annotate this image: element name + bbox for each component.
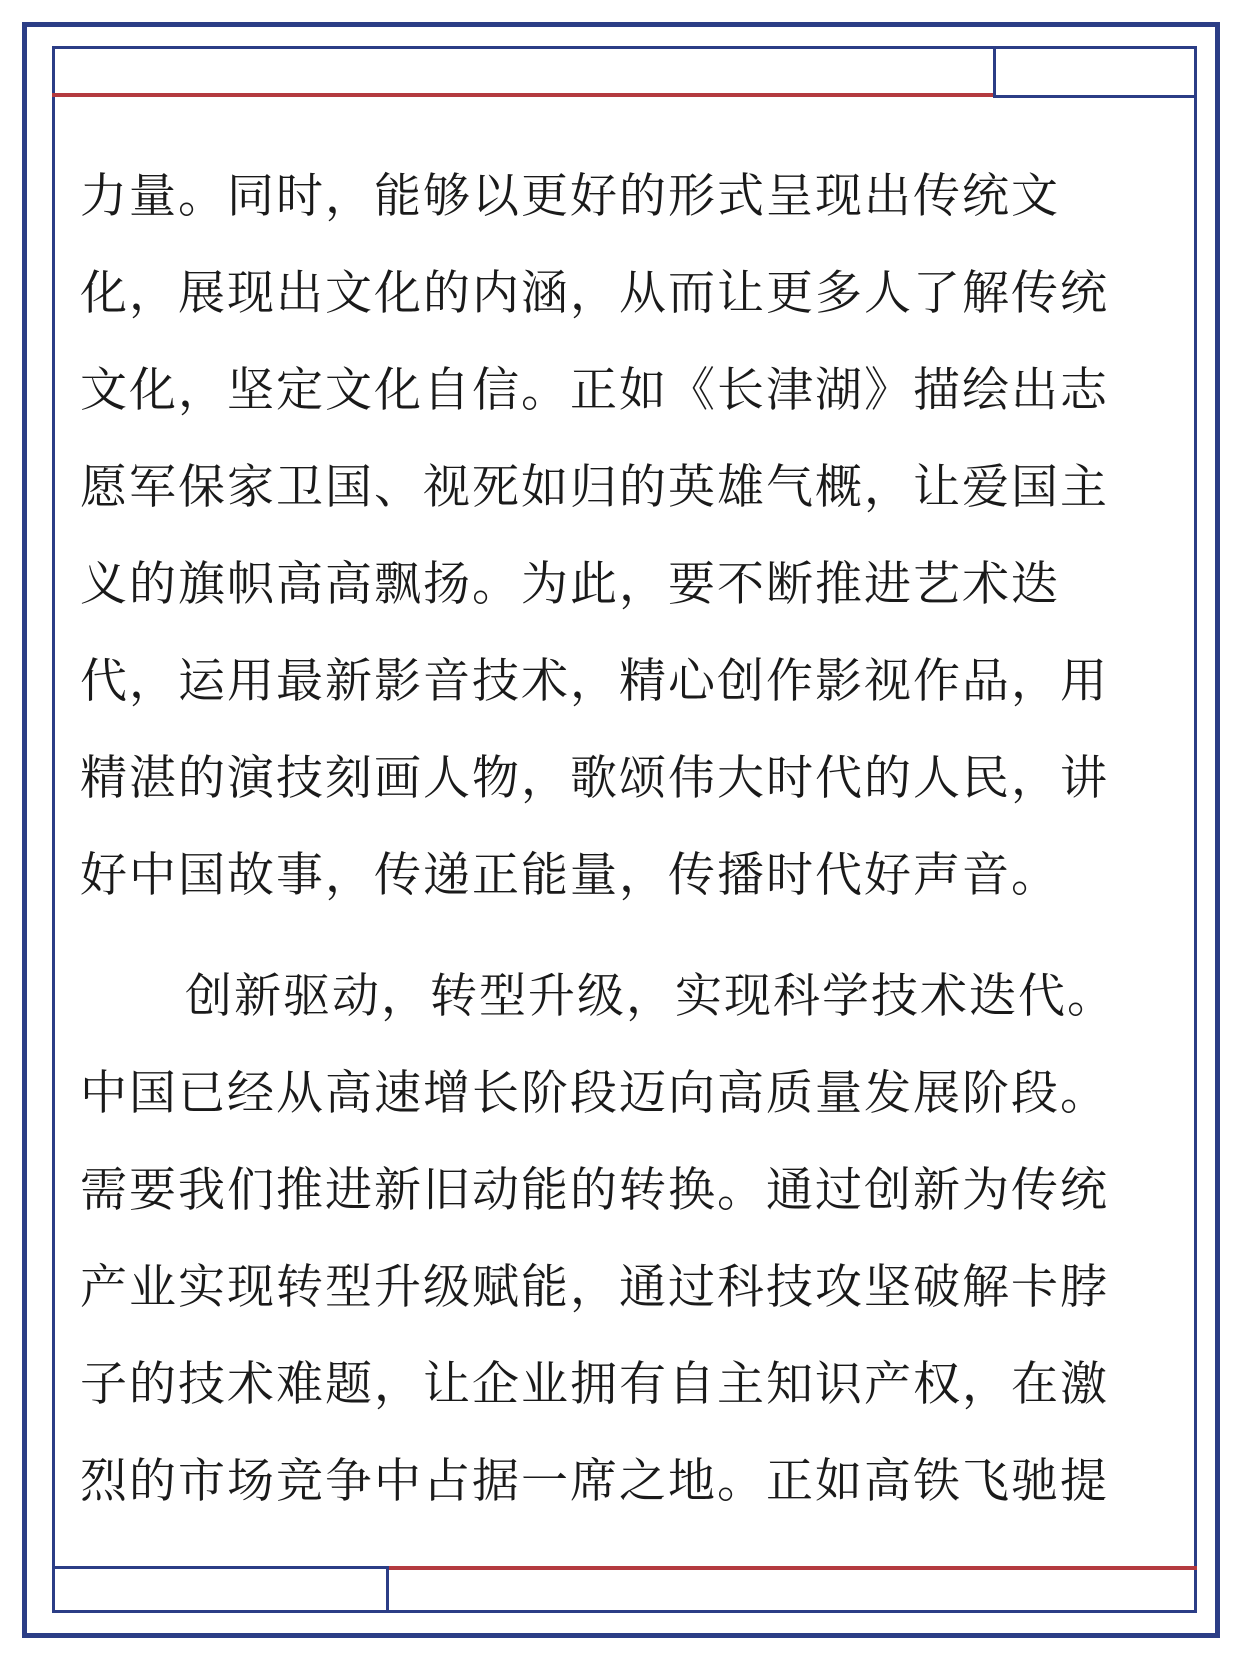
text-line: 创新驱动，转型升级，实现科学技术迭代。: [185, 969, 1116, 1024]
text-line: 代，运用最新影音技术，精心创作影视作品，用: [80, 654, 1109, 709]
top-red-rule: [52, 93, 996, 97]
text-line: 义的旗帜高高飘扬。为此，要不断推进艺术迭: [80, 557, 1060, 612]
text-line: 精湛的演技刻画人物，歌颂伟大时代的人民，讲: [80, 751, 1109, 806]
text-line: 化，展现出文化的内涵，从而让更多人了解传统: [80, 266, 1109, 321]
paragraph-spacer: [80, 924, 1170, 948]
bottom-red-rule: [386, 1566, 1197, 1570]
bottom-left-decor-box: [52, 1566, 389, 1613]
essay-text: [80, 148, 1170, 1530]
paragraph-1: [80, 148, 1170, 924]
text-line: 产业实现转型升级赋能，通过科技攻坚破解卡脖: [80, 1260, 1109, 1315]
text-line: 中国已经从高速增长阶段迈向高质量发展阶段。: [80, 1066, 1109, 1121]
text-line: 好中国故事，传递正能量，传播时代好声音。: [80, 848, 1060, 903]
text-line: 文化，坚定文化自信。正如《长津湖》描绘出志: [80, 363, 1109, 418]
text-line: 愿军保家卫国、视死如归的英雄气概，让爱国主: [80, 460, 1109, 515]
text-line: 烈的市场竞争中占据一席之地。正如高铁飞驰提: [80, 1454, 1109, 1509]
text-line: 需要我们推进新旧动能的转换。通过创新为传统: [80, 1163, 1109, 1218]
paragraph-2: [80, 948, 1170, 1530]
top-right-decor-box: [993, 46, 1197, 98]
text-line: 子的技术难题，让企业拥有自主知识产权，在激: [80, 1357, 1109, 1412]
text-line: 力量。同时，能够以更好的形式呈现出传统文: [80, 169, 1060, 224]
